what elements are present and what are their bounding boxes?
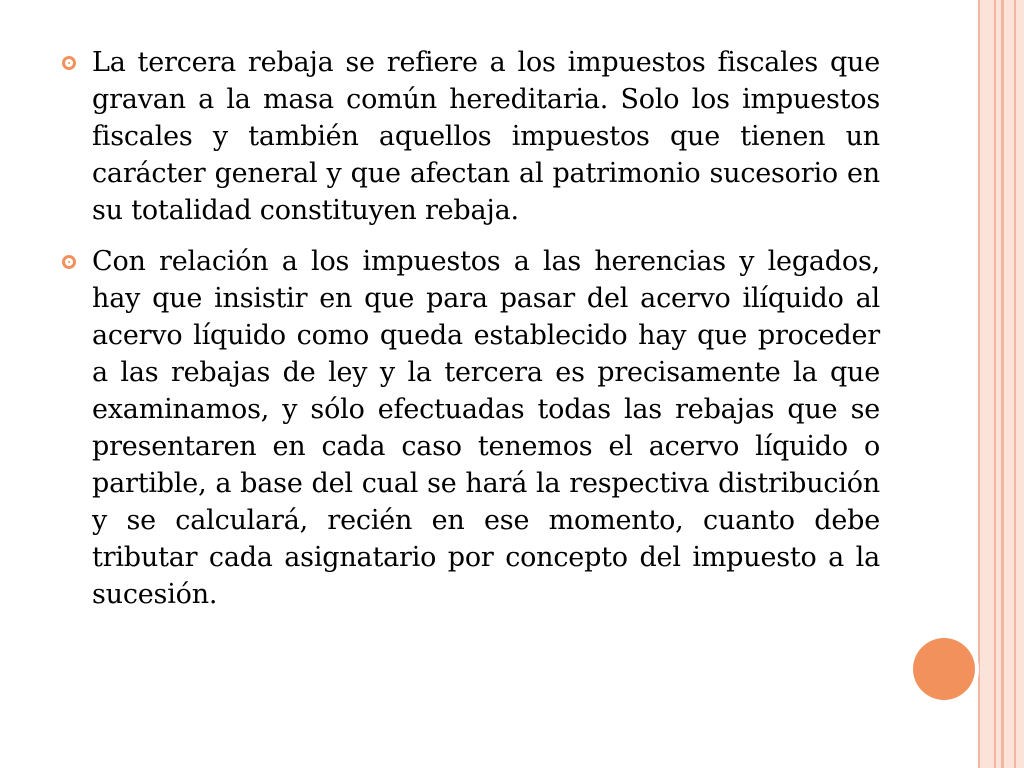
border-stripe [1001, 0, 1004, 768]
right-decorative-border [978, 0, 1024, 768]
decorative-circle [913, 638, 975, 700]
border-stripe [994, 0, 996, 768]
bullet-text: Con relación a los impuestos a las herencias y legados, hay que insistir en que para pasar del acervo ilíquido al acervo líquido como queda establecido hay que proceder a las rebajas de ley y la tercera es precisamente la que examinamos, y sólo efectuadas todas las rebajas que se presentaren en cada caso tenemos el acervo líquido o partible, a base del cual se hará la respectiva distribución y se calculará, recién en ese momento, cuanto debe tributar cada asignatario por concepto del impuesto a la sucesión. [92, 246, 880, 610]
bullet-text: La tercera rebaja se refiere a los impuestos fiscales que gravan a la masa común hereditaria. Solo los impuestos fiscales y también aquellos impuestos que tienen un carácter general y que afectan al patrimonio sucesorio en su totalidad constituyen rebaja. [92, 47, 880, 226]
ring-bullet-icon [62, 56, 76, 70]
bullet-item [62, 44, 880, 229]
border-stripe [978, 0, 980, 768]
bullet-item [62, 243, 880, 613]
border-stripe [1014, 0, 1016, 768]
slide-content [62, 44, 880, 627]
ring-bullet-icon [62, 255, 76, 269]
